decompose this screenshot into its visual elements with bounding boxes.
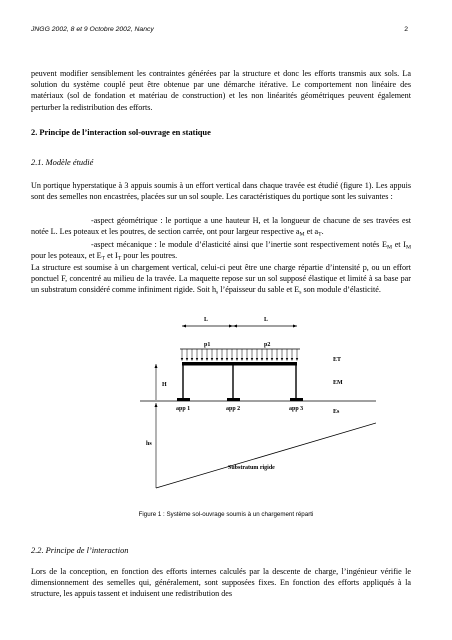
load-arrowhead-icon bbox=[281, 358, 283, 361]
load-arrowhead-icon bbox=[246, 358, 248, 361]
beam bbox=[182, 362, 297, 366]
label-ET: ET bbox=[333, 357, 342, 363]
load-arrowhead-icon bbox=[196, 358, 198, 361]
arrowhead-icon bbox=[182, 325, 186, 328]
substratum-line bbox=[156, 423, 376, 488]
paragraph-geometry: -aspect géométrique : le portique a une hauteur H, et la longueur de chacune de ses travées est notée L. Les poteaux et les poutres, de section carrée, ont pour largeur respective $a_M$ et $a_T$. bbox=[31, 216, 411, 238]
subsection-title-interaction: 2.2. Principe de l’interaction bbox=[31, 546, 129, 555]
load-arrowhead-icon bbox=[226, 358, 228, 361]
arrowhead-icon bbox=[229, 325, 233, 328]
footing-1 bbox=[177, 398, 190, 401]
paragraph-mechanics: -aspect mécanique : le module d’élasticité ainsi que l’inertie sont respectivement notés $E_M$ et $I_M$ pour les poteaux, et $E_T$ et $I_T$ pour les poutres. bbox=[31, 240, 411, 262]
load-arrowhead-icon bbox=[271, 358, 273, 361]
load-arrowhead-icon bbox=[266, 358, 268, 361]
label-app3: app 3 bbox=[289, 406, 304, 412]
arrowhead-icon bbox=[155, 364, 158, 368]
load-arrowhead-icon bbox=[206, 358, 208, 361]
load-arrowhead-icon bbox=[201, 358, 203, 361]
label-EM: EM bbox=[333, 380, 343, 386]
load-arrowhead-icon bbox=[211, 358, 213, 361]
load-arrowhead-icon bbox=[231, 358, 233, 361]
label-p2: p2 bbox=[264, 342, 271, 348]
arrowhead-icon bbox=[293, 325, 297, 328]
load-arrowhead-icon bbox=[221, 358, 223, 361]
label-L1: L bbox=[204, 317, 209, 323]
paragraph-intro: peuvent modifier sensiblement les contraintes générées par la structure et donc les efforts transmis aux sols. La solution du système couplé peut être obtenue par une démarche itérative. Le comportement non linéaire des matériaux (sol de fondation et matériau de construction) et les non linéarités géométriques peuvent également perturber la redistribution des efforts. bbox=[31, 69, 411, 112]
page-number: 2 bbox=[404, 26, 408, 33]
arrowhead-icon bbox=[233, 325, 237, 328]
footing-2 bbox=[227, 398, 240, 401]
label-H: H bbox=[162, 382, 167, 388]
load-arrowhead-icon bbox=[296, 358, 298, 361]
label-L2: L bbox=[264, 317, 269, 323]
label-hs: hs bbox=[146, 441, 152, 447]
footing-3 bbox=[290, 398, 303, 401]
load-arrowhead-icon bbox=[286, 358, 288, 361]
section-title: 2. Principe de l’interaction sol-ouvrage en statique bbox=[31, 128, 211, 137]
load-arrowhead-icon bbox=[256, 358, 258, 361]
label-app1: app 1 bbox=[176, 406, 191, 412]
header-conference: JNGG 2002, 8 et 9 Octobre 2002, Nancy bbox=[31, 26, 154, 33]
subsection-title-model: 2.1. Modèle étudié bbox=[31, 158, 94, 167]
arrowhead-icon bbox=[155, 403, 158, 407]
load-arrowhead-icon bbox=[181, 358, 183, 361]
paragraph-conception: Lors de la conception, en fonction des efforts internes calculés par la descente de charge, l’ingénieur vérifie le dimensionnement des semelles qui, généralement, sont supposées fixes. En fonction des efforts appliqués à la structure, les appuis tassent et induisent une redistribution des bbox=[31, 567, 411, 599]
label-p1: p1 bbox=[204, 342, 211, 348]
load-arrowhead-icon bbox=[191, 358, 193, 361]
running-header bbox=[31, 26, 408, 38]
label-app2: app 2 bbox=[226, 406, 241, 412]
load-arrowhead-icon bbox=[276, 358, 278, 361]
paragraph-loading: La structure est soumise à un chargement vertical, celui-ci peut être une charge répartie d’intensité p, ou un effort ponctuel F, concentré au milieu de la travée. La maquette repose sur un sol supposé élastique et limité à sa base par un substratum considéré comme infiniment rigide. Soit $h_s$ l’épaisseur du sable et $E_s$ son module d’élasticité. bbox=[31, 263, 411, 296]
paragraph-portique: Un portique hyperstatique à 3 appuis soumis à un effort vertical dans chaque travée est étudié (figure 1). Les appuis sont des semelles non encastrées, placées sur un sol souple. Les caractéristiques du portique sont les suivantes : bbox=[31, 181, 411, 202]
figure-caption: Figure 1 : Système sol-ouvrage soumis à un chargement réparti bbox=[138, 511, 314, 518]
label-substratum: Substratum rigide bbox=[228, 465, 275, 471]
load-arrowhead-icon bbox=[251, 358, 253, 361]
load-arrowhead-icon bbox=[291, 358, 293, 361]
distributed-load-arrows bbox=[181, 349, 298, 361]
load-arrowhead-icon bbox=[216, 358, 218, 361]
figure-soil-structure bbox=[140, 300, 376, 497]
load-arrowhead-icon bbox=[241, 358, 243, 361]
load-arrowhead-icon bbox=[186, 358, 188, 361]
label-Es: Es bbox=[333, 409, 340, 415]
load-arrowhead-icon bbox=[261, 358, 263, 361]
load-arrowhead-icon bbox=[236, 358, 238, 361]
